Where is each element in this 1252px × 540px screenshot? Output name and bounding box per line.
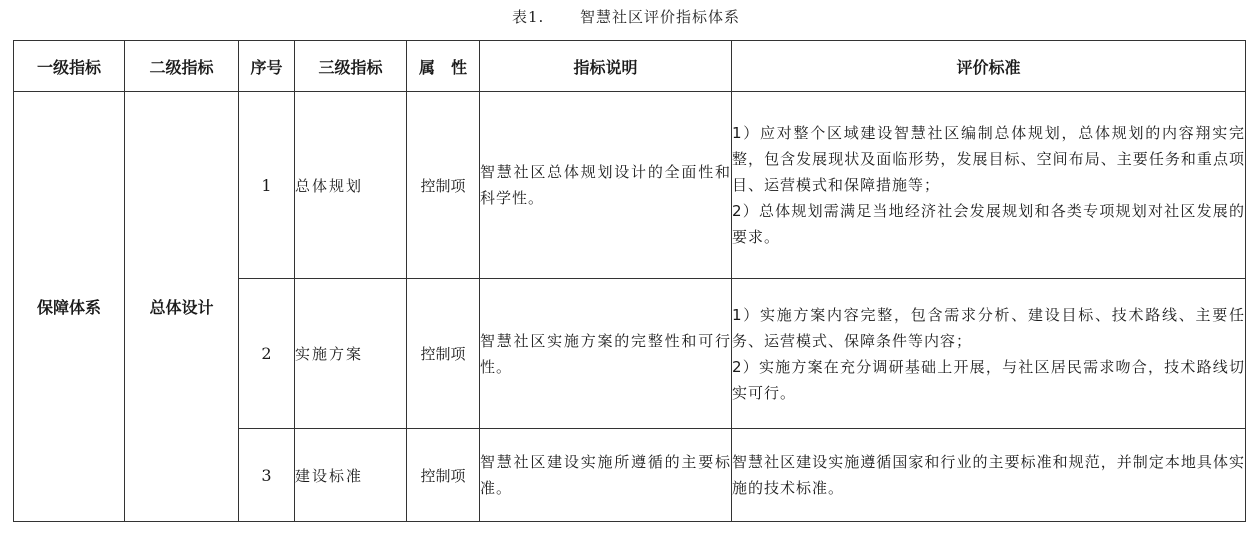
attr-cell: 控制项 bbox=[407, 92, 480, 279]
caption-title: 智慧社区评价指标体系 bbox=[580, 8, 741, 26]
desc-cell: 智慧社区建设实施所遵循的主要标准。 bbox=[480, 429, 732, 522]
caption-number: 表1. bbox=[511, 8, 545, 26]
header-seq: 序号 bbox=[239, 41, 295, 92]
header-attr: 属 性 bbox=[407, 41, 480, 92]
desc-cell: 智慧社区实施方案的完整性和可行性。 bbox=[480, 279, 732, 429]
seq-cell: 1 bbox=[239, 92, 295, 279]
header-level3: 三级指标 bbox=[295, 41, 407, 92]
criteria-line: 智慧社区建设实施遵循国家和行业的主要标准和规范，并制定本地具体实施的技术标准。 bbox=[732, 453, 1245, 497]
header-criteria: 评价标准 bbox=[732, 41, 1246, 92]
table-row bbox=[14, 92, 1246, 279]
desc-cell: 智慧社区总体规划设计的全面性和科学性。 bbox=[480, 92, 732, 279]
table-caption bbox=[0, 6, 1252, 27]
level2-cell: 总体设计 bbox=[125, 92, 239, 522]
attr-cell: 控制项 bbox=[407, 279, 480, 429]
level3-cell: 实施方案 bbox=[295, 279, 407, 429]
criteria-cell bbox=[732, 429, 1246, 522]
criteria-line: 1）应对整个区域建设智慧社区编制总体规划，总体规划的内容翔实完整，包含发展现状及面临形势，发展目标、空间布局、主要任务和重点项目、运营模式和保障措施等； bbox=[732, 124, 1245, 194]
criteria-cell bbox=[732, 279, 1246, 429]
criteria-line: 2）实施方案在充分调研基础上开展，与社区居民需求吻合，技术路线切实可行。 bbox=[732, 357, 1245, 402]
level3-cell: 建设标准 bbox=[295, 429, 407, 522]
seq-cell: 3 bbox=[239, 429, 295, 522]
header-level2: 二级指标 bbox=[125, 41, 239, 92]
criteria-line: 2）总体规划需满足当地经济社会发展规划和各类专项规划对社区发展的要求。 bbox=[732, 202, 1245, 246]
level1-cell: 保障体系 bbox=[14, 92, 125, 522]
criteria-cell bbox=[732, 92, 1246, 279]
evaluation-table bbox=[13, 40, 1246, 522]
level3-cell: 总体规划 bbox=[295, 92, 407, 279]
header-row bbox=[14, 41, 1246, 92]
header-desc: 指标说明 bbox=[480, 41, 732, 92]
attr-cell: 控制项 bbox=[407, 429, 480, 522]
header-level1: 一级指标 bbox=[14, 41, 125, 92]
seq-cell: 2 bbox=[239, 279, 295, 429]
criteria-line: 1）实施方案内容完整，包含需求分析、建设目标、技术路线、主要任务、运营模式、保障条件等内容； bbox=[732, 305, 1245, 350]
